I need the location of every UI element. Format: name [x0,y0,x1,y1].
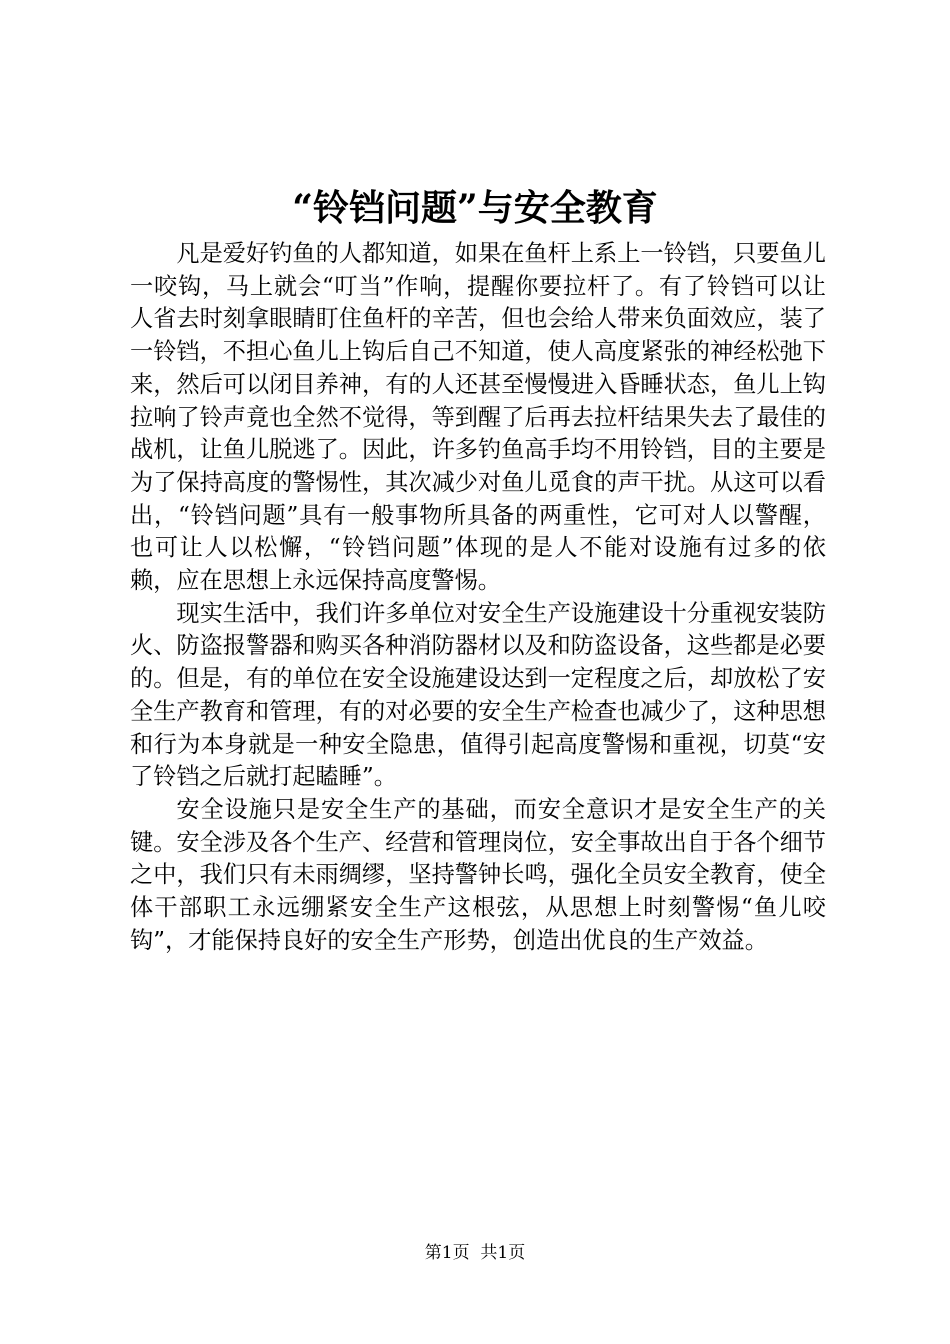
page-total: 共1页 [480,1243,526,1263]
footer-separator [470,1243,481,1263]
page-number: 第1页 [424,1243,470,1263]
paragraph-2: 现实生活中，我们许多单位对安全生产设施建设十分重视安装防火、防盗报警器和购买各种消防器材以及和防盗设备，这些都是必要的。但是，有的单位在安全设施建设达到一定程度之后，却放松了安全生产教育和管理，有的对必要的安全生产检查也减少了，这种思想和行为本身就是一种安全隐患，值得引起高度警惕和重视，切莫“安了铃铛之后就打起瞌睡”。 [130,599,826,791]
paragraph-1: 凡是爱好钓鱼的人都知道，如果在鱼杆上系上一铃铛，只要鱼儿一咬钩，马上就会“叮当”作响，提醒你要拉杆了。有了铃铛可以让人省去时刻拿眼睛盯住鱼杆的辛苦，但也会给人带来负面效应，装了一铃铛，不担心鱼儿上钩后自己不知道，使人高度紧张的神经松弛下来，然后可以闭目养神，有的人还甚至慢慢进入昏睡状态，鱼儿上钩拉响了铃声竟也全然不觉得，等到醒了后再去拉杆结果失去了最佳的战机，让鱼儿脱逃了。因此，许多钓鱼高手均不用铃铛，目的主要是为了保持高度的警惕性，其次减少对鱼儿觅食的声干扰。从这可以看出，“铃铛问题”具有一般事物所具备的两重性，它可对人以警醒，也可让人以松懈，“铃铛问题”体现的是人不能对设施有过多的依赖，应在思想上永远保持高度警惕。 [130,240,826,595]
paragraph-3: 安全设施只是安全生产的基础，而安全意识才是安全生产的关键。安全涉及各个生产、经营和管理岗位，安全事故出自于各个细节之中，我们只有未雨绸缪，坚持警钟长鸣，强化全员安全教育，使全体干部职工永远绷紧安全生产这根弦，从思想上时刻警惕“鱼儿咬钩”，才能保持良好的安全生产形势，创造出优良的生产效益。 [130,795,826,954]
page-footer [0,1241,950,1265]
document-body [130,238,826,957]
page-title: “铃铛问题”与安全教育 [292,187,658,229]
